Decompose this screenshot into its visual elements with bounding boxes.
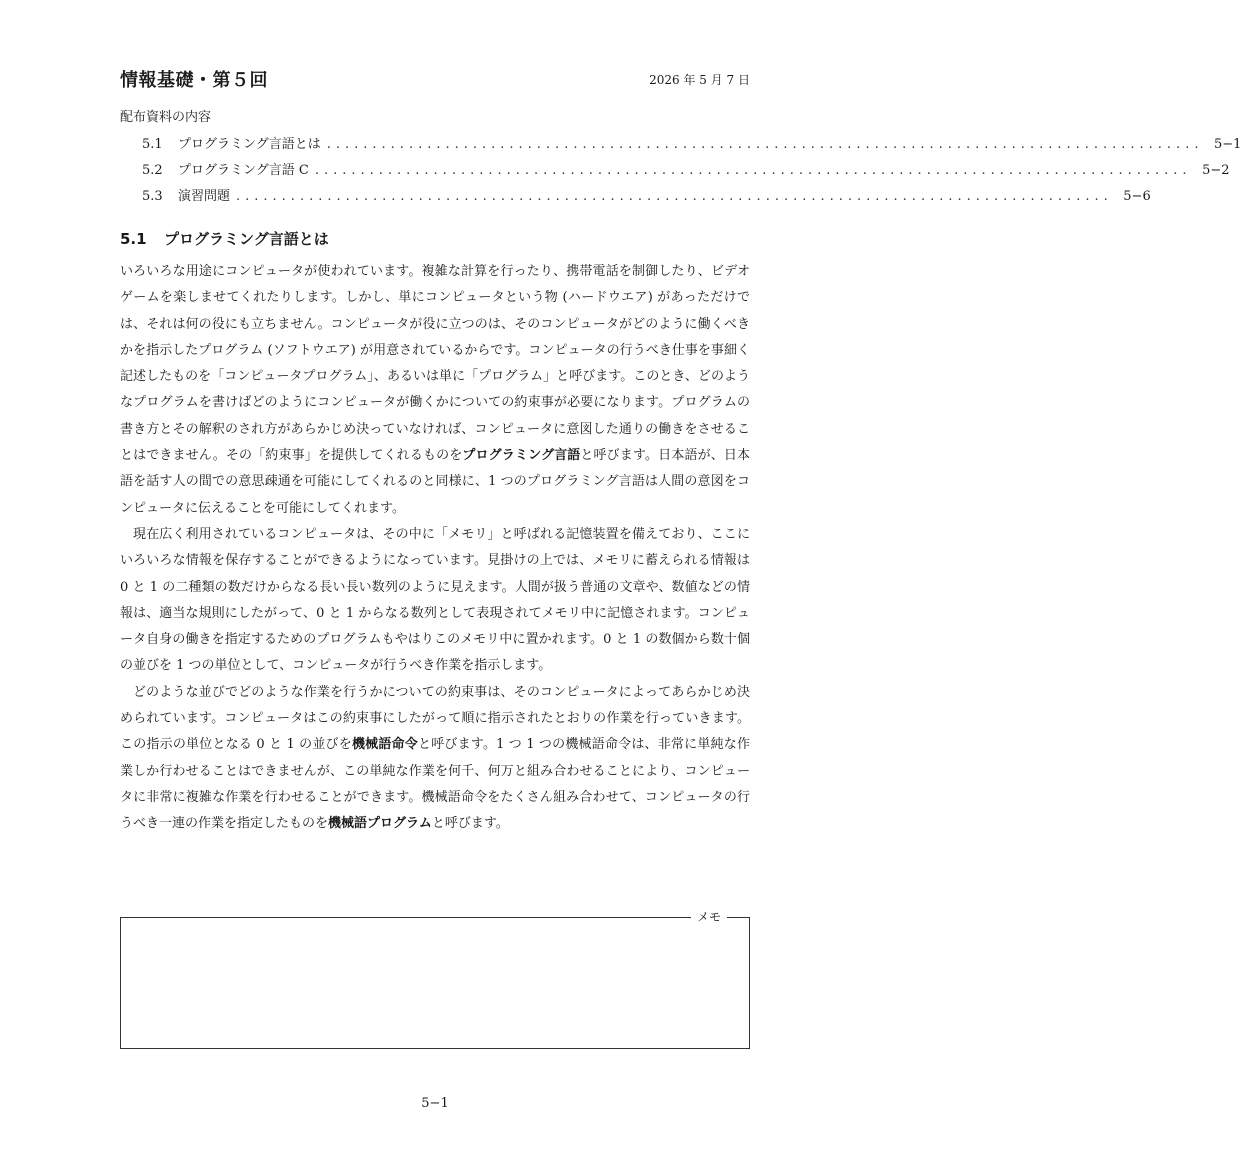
toc-item bbox=[120, 132, 1241, 158]
paragraph: 現在広く利用されているコンピュータは、その中に「メモリ」と呼ばれる記憶装置を備えており、ここにいろいろな情報を保存することができるようになっています。見掛けの上では、メモリに蓄えられる情報は 0 と 1 の二種類の数だけからなる長い長い数列のように見えます。人間が扱う普通の文章や、数値などの情報は、適当な規則にしたがって、0 と 1 からなる数列として表現されてメモリ中に記憶されます。コンピュータ自身の働きを指定するためのプログラムもやはりこのメモリ中に置かれます。0 と 1 の数個から数十個の並びを 1 つの単位として、コンピュータが行うべき作業を指示します。 bbox=[120, 526, 750, 674]
document-title: 情報基礎・第５回 bbox=[120, 70, 268, 91]
memo-label: メモ bbox=[691, 909, 727, 925]
toc-item-number: 5.2 bbox=[142, 163, 163, 178]
section-number: 5.1 bbox=[120, 230, 147, 248]
key-term: プログラミング言語 bbox=[462, 448, 581, 464]
toc-item-number: 5.3 bbox=[142, 189, 163, 204]
toc-heading: 配布資料の内容 bbox=[120, 110, 212, 125]
toc-item-page: 5−1 bbox=[1214, 137, 1241, 152]
paragraph-text: と呼びます。日本語が、日本語を話す人の間での意思疎通を可能にしてくれるのと同様に、1 つのプログラミング言語は人間の意図をコンピュータに伝えることを可能にしてくれます。 bbox=[120, 448, 751, 516]
paragraph-text: どのような並びでどのような作業を行うかについての約束事は、そのコンピュータによってあらかじめ決められています。コンピュータはこの約束事にしたがって順に指示されたとおりの作業を行っていきます。この指示の単位となる 0 と 1 の並びを bbox=[120, 684, 750, 753]
key-term: 機械語プログラム bbox=[328, 816, 432, 832]
toc-leader-dots: ................................................................................................ bbox=[314, 163, 1192, 178]
toc-item-title: 演習問題 bbox=[178, 184, 236, 210]
memo-box bbox=[120, 910, 750, 1049]
toc-item-title: プログラミング言語 C bbox=[178, 158, 315, 184]
page-number: 5−1 bbox=[421, 1096, 449, 1111]
section-heading bbox=[120, 228, 329, 249]
paragraph-text: と呼びます。 bbox=[431, 816, 509, 832]
section-title: プログラミング言語とは bbox=[164, 230, 329, 248]
toc-leader-dots: ................................................................................................ bbox=[236, 189, 1113, 204]
page-header bbox=[120, 66, 750, 96]
toc-item-number: 5.1 bbox=[142, 137, 163, 152]
paragraph-text: いろいろな用途にコンピュータが使われています。複雑な計算を行ったり、携帯電話を制御したり、ビデオゲームを楽しませてくれたりします。しかし、単にコンピュータという物 (ハードウエア) があっただけでは、それは何の役にも立ちません。コンピュータが役に立つのは、そのコンピュータがどのように働くべきかを指示したプログラム (ソフトウエア) が用意されているからです。コンピュータの行うべき仕事を事細く記述したものを「コンピュータプログラム」、あるいは単に「プログラム」と呼びます。このとき、どのようなプログラムを書けばどのようにコンピュータが働くかについての約束事が必要になります。プログラムの書き方とその解釈のされ方があらかじめ決っていなければ、コンピュータに意図した通りの働きをさせることはできません。その「約束事」を提供してくれるものを bbox=[120, 264, 750, 464]
toc-leader-dots: ................................................................................................ bbox=[326, 137, 1204, 152]
toc-item-page: 5−6 bbox=[1123, 189, 1151, 204]
toc-item-title: プログラミング言語とは bbox=[178, 132, 327, 158]
paragraph bbox=[120, 680, 750, 838]
toc-item bbox=[120, 184, 1151, 210]
paragraph bbox=[120, 259, 750, 522]
document-date: 2026 年 5 月 7 日 bbox=[649, 73, 750, 87]
toc-item bbox=[120, 158, 1230, 184]
table-of-contents bbox=[120, 106, 1241, 210]
section-body bbox=[120, 259, 750, 838]
paragraph-text: と呼びます。1 つ 1 つの機械語命令は、非常に単純な作業しか行わせることはできませんが、この単純な作業を何千、何万と組み合わせることにより、コンピュータに非常に複雑な作業を行わせることができます。機械語命令をたくさん組み合わせて、コンピュータの行うべき一連の作業を指定したものを bbox=[120, 737, 750, 832]
key-term: 機械語命令 bbox=[351, 737, 418, 753]
toc-item-page: 5−2 bbox=[1202, 163, 1230, 178]
